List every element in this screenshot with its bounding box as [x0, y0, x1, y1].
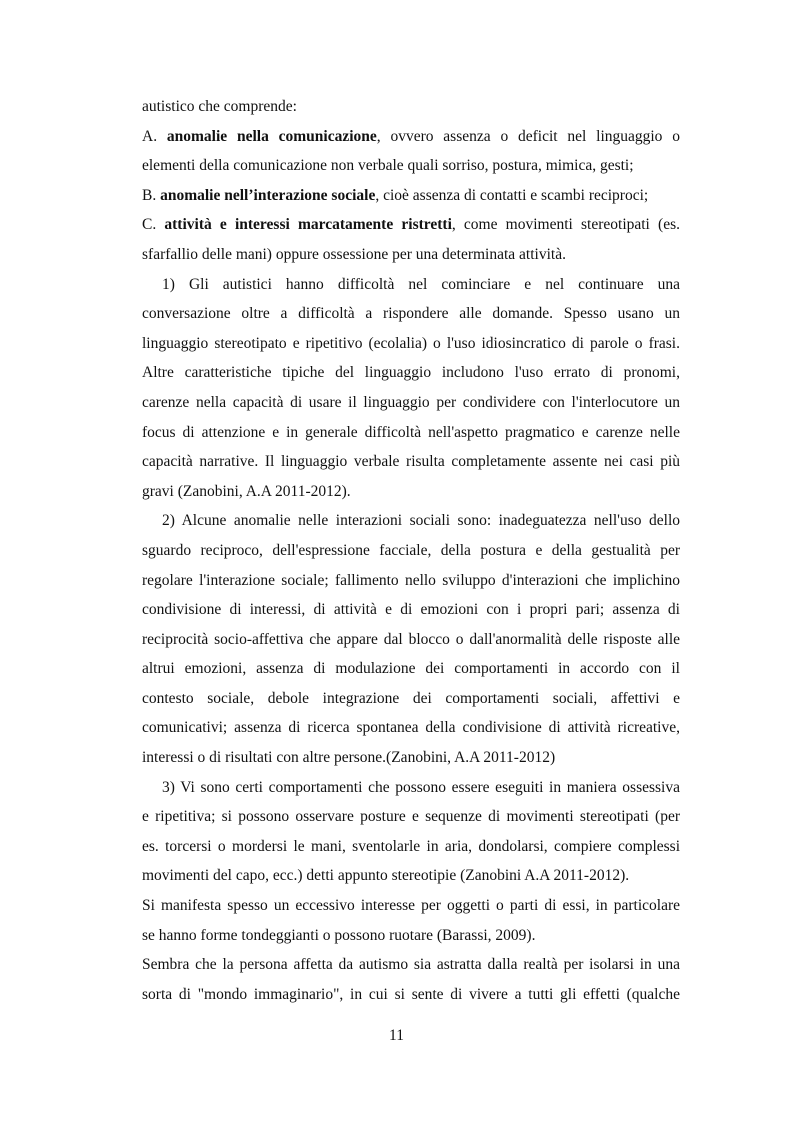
text-line: autistico che comprende: — [142, 98, 297, 115]
text-line: condivisione di interessi, di attività e di emozioni con i propri pari; assenza di — [142, 601, 680, 619]
text-line: comunicativi; assenza di ricerca spontanea della condivisione di attività ricreative, — [142, 719, 680, 737]
text-line: interessi o di risultati con altre persone.(Zanobini, A.A 2011-2012) — [142, 749, 556, 767]
paragraph-2-start: 2) Alcune anomalie nelle interazioni sociali sono: inadeguatezza nell'uso dello — [162, 512, 680, 530]
text-line: sfarfallio delle mani) oppure ossessione per una determinata attività. — [142, 245, 566, 263]
paragraph-1-start: 1) Gli autistici hanno difficoltà nel cominciare e nel continuare una — [162, 275, 680, 293]
list-item-text: , come movimenti stereotipati (es. — [451, 216, 680, 234]
text-line: sguardo reciproco, dell'espressione facciale, della postura e della gestualità per — [142, 541, 680, 559]
text-line: carenze nella capacità di usare il linguaggio per condividere con l'interlocutore un — [142, 393, 680, 411]
text-line: movimenti del capo, ecc.) detti appunto stereotipie (Zanobini A.A 2011-2012). — [142, 867, 630, 885]
text-line: conversazione oltre a difficoltà a rispondere alle domande. Spesso usano un — [142, 305, 680, 323]
list-item-title: attività e interessi marcatamente ristretti — [164, 216, 452, 234]
text-line: gravi (Zanobini, A.A 2011-2012). — [142, 482, 351, 500]
list-item-title: anomalie nell’interazione sociale — [160, 186, 376, 204]
list-item-c — [142, 210, 680, 240]
list-marker: C. — [142, 216, 165, 234]
text-line: contesto sociale, debole integrazione dei comportamenti sociali, affettivi e — [142, 689, 680, 707]
text-line: capacità narrative. Il linguaggio verbale risulta completamente assente nei casi più — [142, 453, 680, 471]
list-marker: B. — [142, 186, 161, 204]
list-item-a — [142, 122, 680, 152]
text-line: focus di attenzione e in generale difficoltà nell'aspetto pragmatico e carenze nelle — [142, 423, 680, 441]
text-line: sorta di "mondo immaginario", in cui si sente di vivere a tutti gli effetti (qualche — [142, 985, 680, 1003]
text-line: es. torcersi o mordersi le mani, sventolarle in aria, dondolarsi, compiere complessi — [142, 837, 680, 855]
text-line: Sembra che la persona affetta da autismo sia astratta dalla realtà per isolarsi in una — [142, 956, 680, 974]
paragraph-3-start: 3) Vi sono certi comportamenti che possono essere eseguiti in maniera ossessiva — [162, 778, 680, 796]
page-number: 11 — [389, 1027, 404, 1044]
text-line: regolare l'interazione sociale; fallimento nello sviluppo d'interazioni che implichino — [142, 571, 680, 589]
text-line: linguaggio stereotipato e ripetitivo (ecolalia) o l'uso idiosincratico di parole o frasi. — [142, 334, 680, 352]
document-body — [142, 92, 680, 1009]
list-item-text: , cioè assenza di contatti e scambi reciproci; — [375, 186, 649, 204]
text-line: Si manifesta spesso un eccessivo interesse per oggetti o parti di essi, in particolare — [142, 897, 680, 915]
list-item-title: anomalie nella comunicazione — [166, 127, 377, 145]
text-line: Altre caratteristiche tipiche del linguaggio includono l'uso errato di pronomi, — [142, 364, 680, 382]
list-item-b — [142, 181, 680, 211]
list-item-text: , ovvero assenza o deficit nel linguaggio o — [376, 127, 680, 145]
text-line: reciprocità socio-affettiva che appare dal blocco o dall'anormalità delle risposte alle — [142, 630, 680, 648]
text-line: se hanno forme tondeggianti o possono ruotare (Barassi, 2009). — [142, 926, 536, 944]
text-line: elementi della comunicazione non verbale quali sorriso, postura, mimica, gesti; — [142, 157, 634, 175]
list-marker: A. — [142, 127, 167, 145]
text-line: altrui emozioni, assenza di modulazione dei comportamenti in accordo con il — [142, 660, 680, 678]
text-line: e ripetitiva; si possono osservare posture e sequenze di movimenti stereotipati (per — [142, 808, 680, 826]
